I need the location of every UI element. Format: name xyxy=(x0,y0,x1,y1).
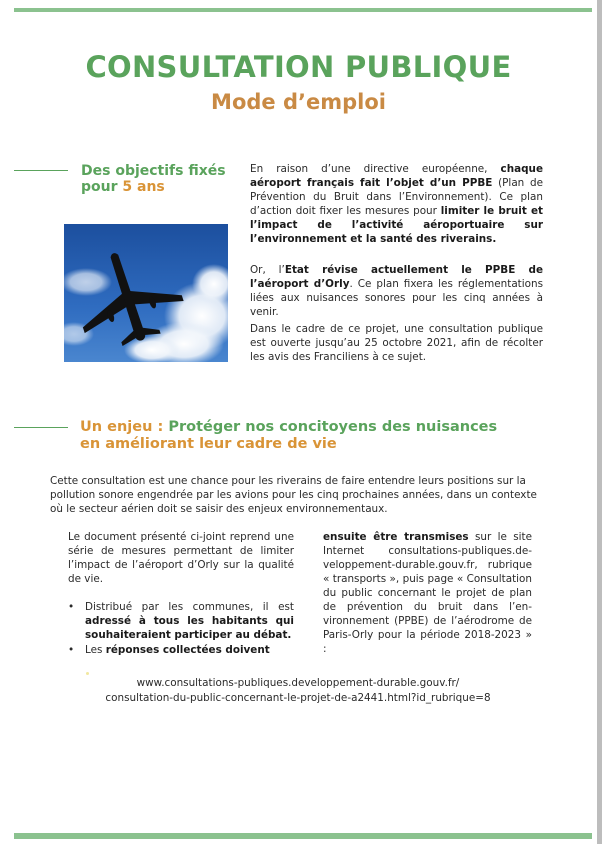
text-run-bold: ensuite être transmises xyxy=(323,531,469,543)
text-run: Distribué par les communes, il est xyxy=(85,601,294,613)
url-line-1: www.consultations-publiques.developpement-durable.gouv.fr/ xyxy=(136,677,460,689)
text-run: . Ce plan fixera les réglementations liées aux nuisances sonores pour les cinq années à venir. xyxy=(250,278,543,318)
text-run-bold: Etat révise actuellement le PPBE de l’aéroport d’Orly xyxy=(250,264,544,290)
page-subtitle: Mode d’emploi xyxy=(211,90,386,114)
text-run: Or, l’ xyxy=(250,264,285,276)
list-item xyxy=(68,643,294,657)
page-title: CONSULTATION PUBLIQUE xyxy=(85,50,512,84)
section2-heading xyxy=(80,419,497,453)
airplane-image xyxy=(64,224,228,362)
text-run-bold: adressé à tous les habitants qui souhaiteraient participer au débat. xyxy=(85,615,294,641)
section2-intro: Cette consultation est une chance pour les riverains de faire entendre leurs positions sur la pollution sonore engendrée par les avions pour les cinq prochaines années, dans un contexte où le secteur aérien doit se saisir des enjeux environnementaux. xyxy=(50,475,537,515)
url-line-2: consultation-du-public-concernant-le-projet-de-a2441.html?id_rubrique=8 xyxy=(105,692,491,704)
text-run: En raison d’une directive européenne, xyxy=(250,163,501,175)
text-run: (Plan de Prévention du Bruit dans l’Environnement). Ce plan d’action doit fixer les mesures pour xyxy=(250,177,543,217)
text-run: sur le site Internet consultations-publiques.developpement-durable.gouv.fr, rubrique « transports », puis page « Consultation du public concernant le projet de plan de prévention du bruit dans l’environnement (PPBE) de l’aérodrome de Paris-Orly pour la période 2018-2023 » : xyxy=(323,531,533,655)
section1-paragraph-1 xyxy=(250,162,543,246)
section1-paragraph-3: Dans le cadre de ce projet, une consultation publique est ouverte jusqu’au 25 octobre 2021, afin de récolter les avis des Franciliens à ce sujet. xyxy=(250,323,543,363)
section1-heading-accent: 5 ans xyxy=(122,179,165,195)
section1-heading-line1: Des objectifs fixés xyxy=(81,163,226,179)
consultation-url xyxy=(88,676,508,706)
section2-right-column xyxy=(323,530,532,656)
page-edge-shadow xyxy=(597,0,602,844)
section1-heading-prefix: pour xyxy=(81,179,123,195)
section1-rule xyxy=(14,170,68,171)
section1-heading xyxy=(81,163,226,195)
text-run: Les xyxy=(85,644,106,656)
top-border-bar xyxy=(14,8,592,12)
airplane-photo xyxy=(64,224,228,362)
section2-heading-line1 xyxy=(80,419,497,436)
text-run-bold: chaque aéroport français fait l’objet d’un PPBE xyxy=(250,163,543,189)
bottom-border-bar xyxy=(14,833,592,839)
section2-left-paragraph: Le document présenté ci-joint reprend une série de mesures permettant de limiter l’impact de l’aéroport d’Orly sur la qualité de vie. xyxy=(68,531,294,585)
section2-heading-rest: Protéger nos concitoyens des nuisances xyxy=(168,419,498,435)
section2-heading-line2: en améliorant leur cadre de vie xyxy=(80,436,337,452)
text-run-bold: réponses collectées doivent xyxy=(105,644,270,656)
section2-heading-prefix: Un enjeu : xyxy=(80,419,169,435)
scan-speck xyxy=(86,672,89,675)
list-item xyxy=(68,600,294,642)
section1-heading-line2 xyxy=(81,179,226,195)
section1-paragraph-2 xyxy=(250,263,543,319)
section2-rule xyxy=(14,427,68,428)
section2-bullet-list xyxy=(68,600,294,657)
text-run-bold: limiter le bruit et l’impact de l’activité aéroportuaire sur l’environnement et la santé des riverains. xyxy=(250,205,543,245)
section2-left-column xyxy=(68,530,294,657)
